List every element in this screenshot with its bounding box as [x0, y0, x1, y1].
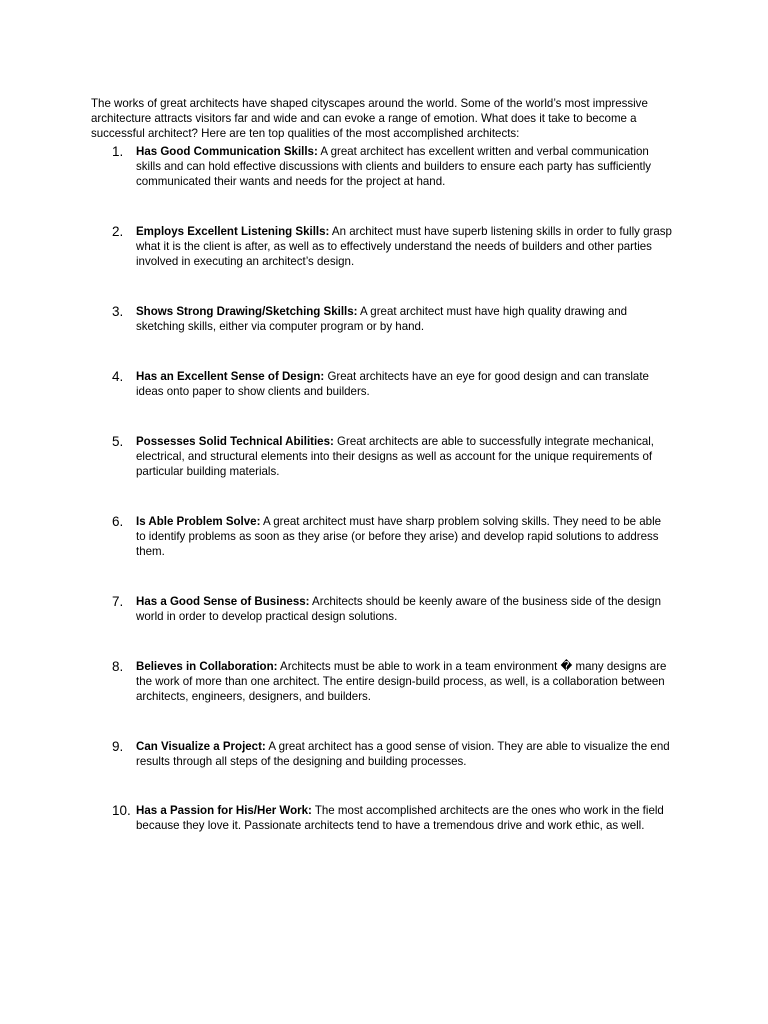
list-item-text: A great architect has a good sense of vision. They are able to visualize the end results through all steps of the designing and building processes. — [136, 739, 670, 768]
list-item-number: 3. — [112, 304, 124, 319]
list-item-heading: Shows Strong Drawing/Sketching Skills: — [136, 304, 358, 318]
list-item-text: A great architect has excellent written and verbal communication skills and can hold effective discussions with clients and builders to ensure each party has sufficiently communicated their wants and needs for the project at hand. — [136, 144, 652, 188]
list-item-number: 2. — [112, 224, 124, 239]
list-item-heading: Is Able Problem Solve: — [136, 514, 261, 528]
list-item-heading: Can Visualize a Project: — [136, 739, 266, 753]
list-item-text: Great architects have an eye for good design and can translate ideas onto paper to show clients and builders. — [136, 369, 649, 398]
intro-paragraph: The works of great architects have shaped cityscapes around the world. Some of the world’s most impressive architecture attracts visitors far and wide and can evoke a range of emotion. What does it take to become a successful architect? Here are ten top qualities of the most accomplished architects: — [91, 96, 648, 140]
list-item-body — [136, 803, 674, 833]
list-item-heading: Employs Excellent Listening Skills: — [136, 224, 330, 238]
list-item-text: A great architect must have high quality drawing and sketching skills, either via computer program or by hand. — [136, 304, 628, 333]
list-item-number: 9. — [112, 739, 124, 754]
list-item-heading: Has a Good Sense of Business: — [136, 594, 310, 608]
list-item-number: 10. — [112, 803, 131, 818]
list-item-number: 8. — [112, 659, 124, 674]
list-item-heading: Has a Passion for His/Her Work: — [136, 803, 312, 817]
list-item-heading: Has Good Communication Skills: — [136, 144, 318, 158]
list-item-number: 5. — [112, 434, 124, 449]
list-item-heading: Possesses Solid Technical Abilities: — [136, 434, 334, 448]
list-item-heading: Believes in Collaboration: — [136, 659, 278, 673]
list-item-number: 7. — [112, 594, 124, 609]
list-item-body — [136, 369, 674, 399]
list-item-body — [136, 739, 674, 769]
list-item-body — [136, 144, 674, 189]
list-item-body — [136, 659, 674, 704]
list-item-body — [136, 304, 674, 334]
list-item-body — [136, 224, 674, 269]
list-item-body — [136, 434, 674, 479]
list-item-heading: Has an Excellent Sense of Design: — [136, 369, 325, 383]
list-item-text: A great architect must have sharp problem solving skills. They need to be able to identify problems as soon as they arise (or before they arise) and develop rapid solutions to address them. — [136, 514, 662, 558]
list-item-number: 1. — [112, 144, 124, 159]
list-item-text: An architect must have superb listening skills in order to fully grasp what it is the client is after, as well as to effectively understand the needs of builders and other parties involved in executing an architect’s design. — [136, 224, 672, 268]
list-item-body — [136, 594, 674, 624]
list-item-text: Great architects are able to successfully integrate mechanical, electrical, and structural elements into their designs as well as account for the unique requirements of particular building materials. — [136, 434, 655, 478]
list-item-text: The most accomplished architects are the ones who work in the field because they love it. Passionate architects tend to have a tremendous drive and work ethic, as well. — [136, 803, 664, 832]
list-item-text: Architects must be able to work in a team environment � many designs are the work of more than one architect. The entire design-build process, as well, is a collaboration between architects, engineers, designers, and builders. — [136, 659, 667, 703]
list-item-number: 6. — [112, 514, 124, 529]
list-item-body — [136, 514, 674, 559]
list-item-text: Architects should be keenly aware of the business side of the design world in order to develop practical design solutions. — [136, 594, 662, 623]
list-item-number: 4. — [112, 369, 124, 384]
